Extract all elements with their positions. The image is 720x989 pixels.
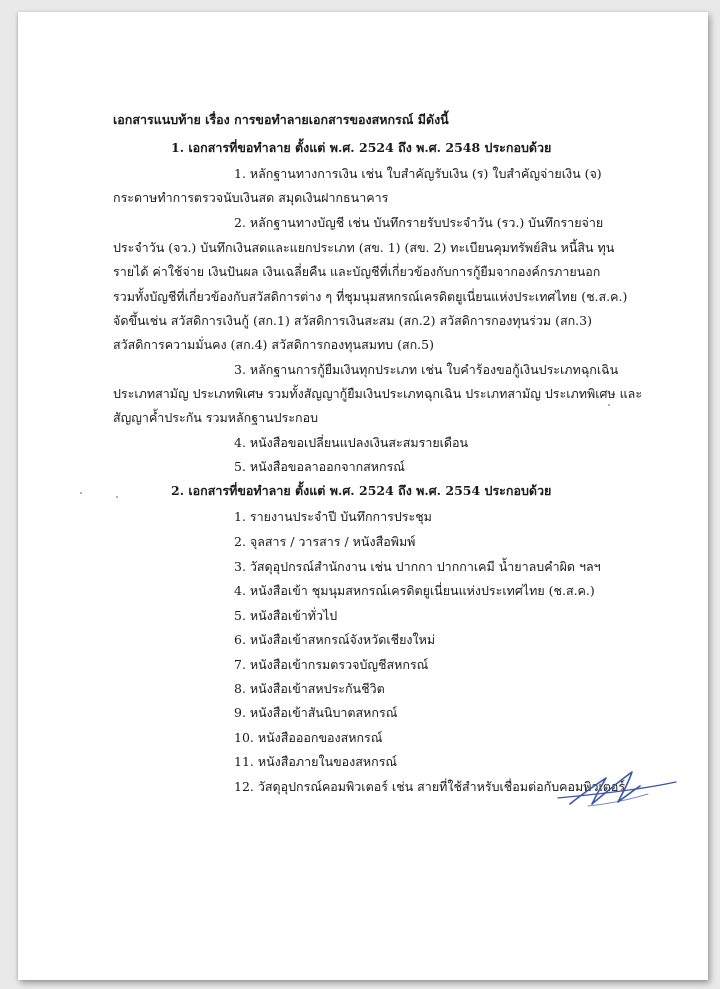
- section-2-item: 9. หนังสือเข้าสันนิบาตสหกรณ์: [234, 705, 398, 720]
- section-1-line: 1. หลักฐานทางการเงิน เช่น ใบสำคัญรับเงิน (ร) ใบสำคัญจ่ายเงิน (จ): [234, 166, 602, 181]
- section-1-line: กระดาษทำการตรวจนับเงินสด สมุดเงินฝากธนาคาร: [113, 190, 389, 205]
- section-1-line: สวัสดิการความมั่นคง (สก.4) สวัสดิการกองทุนสมทบ (สก.5): [113, 337, 434, 352]
- section-2-item: 8. หนังสือเข้าสหประกันชีวิต: [234, 681, 385, 696]
- section-2-item: 1. รายงานประจำปี บันทึกการประชุม: [234, 509, 432, 524]
- section-1-line: 4. หนังสือขอเปลี่ยนแปลงเงินสะสมรายเดือน: [234, 435, 469, 450]
- section-2-item: 10. หนังสือออกของสหกรณ์: [234, 730, 383, 745]
- scan-speck: [80, 492, 82, 494]
- section-1-line: 3. หลักฐานการกู้ยืมเงินทุกประเภท เช่น ใบคำร้องขอกู้เงินประเภทฉุกเฉิน: [234, 362, 619, 377]
- section-2-item: 12. วัสดุอุปกรณ์คอมพิวเตอร์ เช่น สายที่ใช้สำหรับเชื่อมต่อกับคอมพิวเตอร์: [234, 779, 626, 794]
- section-2-item: 11. หนังสือภายในของสหกรณ์: [234, 754, 398, 769]
- section-1-line: ประจำวัน (จว.) บันทึกเงินสดและแยกประเภท (สข. 1) (สข. 2) ทะเบียนคุมทรัพย์สิน หนี้สิน ทุน: [113, 240, 615, 255]
- section-1-line: จัดขึ้นเช่น สวัสดิการเงินกู้ (สก.1) สวัสดิการเงินสะสม (สก.2) สวัสดิการกองทุนร่วม (สก.3): [113, 313, 592, 328]
- document-body: [18, 12, 708, 980]
- section-1-line: 5. หนังสือขอลาออกจากสหกรณ์: [234, 459, 405, 474]
- section-1-line: สัญญาค้ำประกัน รวมหลักฐานประกอบ: [113, 410, 319, 425]
- section-1-line: รายได้ ค่าใช้จ่าย เงินปันผล เงินเฉลี่ยคืน และบัญชีที่เกี่ยวข้องกับการกู้ยืมจากองค์กรภายนอก: [113, 264, 601, 279]
- section-2-item: 6. หนังสือเข้าสหกรณ์จังหวัดเชียงใหม่: [234, 632, 436, 647]
- section-1-line: รวมทั้งบัญชีที่เกี่ยวข้องกับสวัสดิการต่าง ๆ ที่ชุมนุมสหกรณ์เครดิตยูเนี่ยนแห่งประเทศไทย (ช.ส.ค.): [113, 289, 628, 304]
- document-header: เอกสารแนบท้าย เรื่อง การขอทำลายเอกสารของสหกรณ์ มีดังนี้: [113, 112, 449, 127]
- scan-speck: [116, 496, 118, 498]
- section-2-item: 2. จุลสาร / วารสาร / หนังสือพิมพ์: [234, 534, 416, 549]
- document-page: [18, 12, 708, 980]
- section-2-item: 7. หนังสือเข้ากรมตรวจบัญชีสหกรณ์: [234, 657, 429, 672]
- section-1-line: ประเภทสามัญ ประเภทพิเศษ รวมทั้งสัญญากู้ยืมเงินประเภทฉุกเฉิน ประเภทสามัญ ประเภทพิเศษ และ: [113, 386, 643, 401]
- signature: [548, 764, 678, 812]
- section-2-item: 5. หนังสือเข้าทั่วไป: [234, 608, 338, 623]
- section-1-line: 2. หลักฐานทางบัญชี เช่น บันทึกรายรับประจำวัน (รว.) บันทึกรายจ่าย: [234, 215, 604, 230]
- section-1-title: 1. เอกสารที่ขอทำลาย ตั้งแต่ พ.ศ. 2524 ถึง พ.ศ. 2548 ประกอบด้วย: [171, 140, 552, 155]
- section-2-item: 3. วัสดุอุปกรณ์สำนักงาน เช่น ปากกา ปากกาเคมี น้ำยาลบคำผิด ฯลฯ: [234, 559, 601, 574]
- section-2-item: 4. หนังสือเข้า ชุมนุมสหกรณ์เครดิตยูเนี่ยนแห่งประเทศไทย (ช.ส.ค.): [234, 583, 595, 598]
- section-2-title: 2. เอกสารที่ขอทำลาย ตั้งแต่ พ.ศ. 2524 ถึง พ.ศ. 2554 ประกอบด้วย: [171, 483, 552, 498]
- scan-speck: [608, 404, 610, 406]
